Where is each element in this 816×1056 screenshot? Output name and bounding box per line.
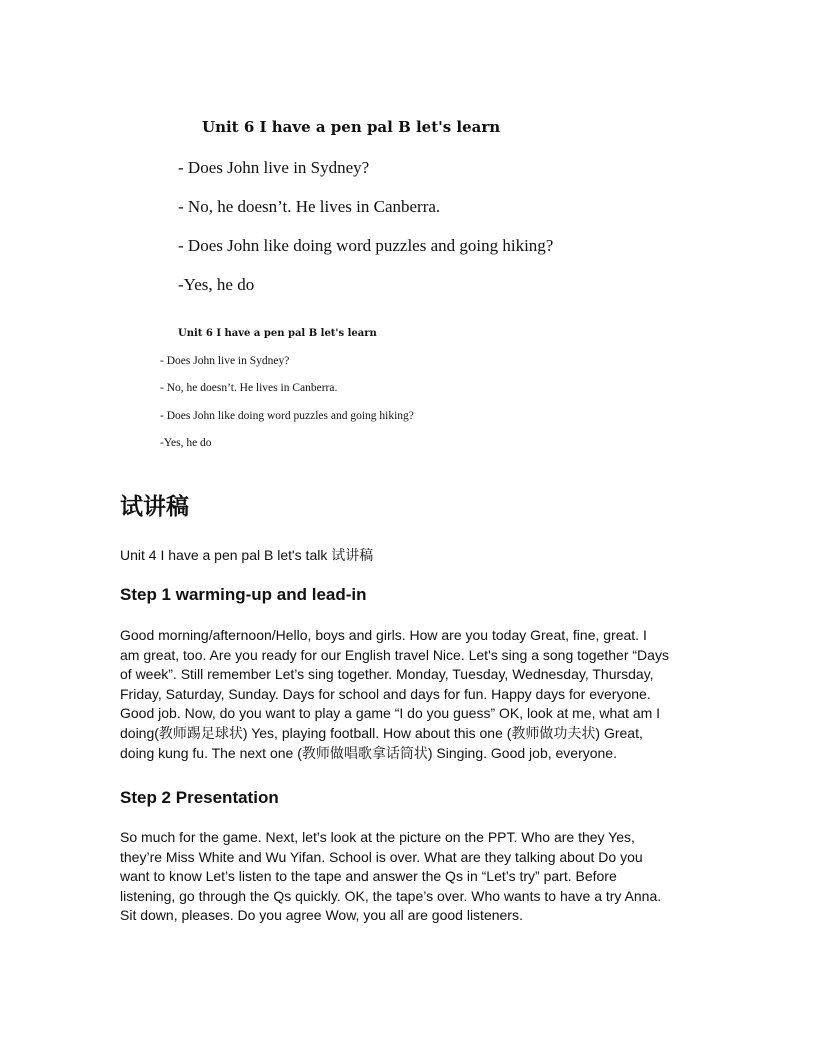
step2-paragraph	[120, 828, 700, 926]
image-large-line-3: - Does John like doing word puzzles and going hiking?	[178, 236, 554, 255]
image-small-line-2: - No, he doesn’t. He lives in Canberra.	[160, 382, 338, 394]
paragraph-line: So much for the game. Next, let’s look at the picture on the PPT. Who are they Yes,	[120, 829, 635, 845]
paragraph-line: listening, go through the Qs quickly. OK, the tape’s over. Who wants to have a try Anna.	[120, 887, 662, 904]
paragraph-line: doing kung fu. The next one (教师做唱歌拿话筒状) Singing. Good job, everyone.	[120, 744, 617, 761]
paragraph-line: Good morning/afternoon/Hello, boys and girls. How are you today Great, fine, great. I	[120, 627, 647, 643]
image-small-line-4: -Yes, he do	[160, 437, 212, 449]
paragraph-line: am great, too. Are you ready for our English travel Nice. Let's sing a song together “Days	[120, 646, 669, 663]
document-subtitle: Unit 4 I have a pen pal B let's talk 试讲稿	[120, 547, 374, 563]
image-large-line-1: - Does John live in Sydney?	[178, 158, 370, 177]
image-small-line-3: - Does John like doing word puzzles and going hiking?	[160, 410, 414, 422]
step1-heading: Step 1 warming-up and lead-in	[120, 585, 367, 604]
paragraph-line: Sit down, pleases. Do you agree Wow, you all are good listeners.	[120, 907, 523, 924]
paragraph-line: doing(教师踢足球状) Yes, playing football. How about this one (教师做功夫状) Great,	[120, 724, 643, 741]
image-large-title: Unit 6 I have a pen pal B let's learn	[202, 118, 501, 136]
image-large-line-2: - No, he doesn’t. He lives in Canberra.	[178, 197, 441, 216]
image-small-line-1: - Does John live in Sydney?	[160, 355, 290, 367]
paragraph-line: Good job. Now, do you want to play a game “I do you guess” OK, look at me, what am I	[120, 705, 661, 722]
paragraph-line: Friday, Saturday, Sunday. Days for school and days for fun. Happy days for everyone.	[120, 685, 651, 702]
image-small-title: Unit 6 I have a pen pal B let's learn	[178, 328, 377, 339]
paragraph-line: they’re Miss White and Wu Yifan. School is over. What are they talking about Do you	[120, 848, 643, 865]
paragraph-line: want to know Let’s listen to the tape and answer the Qs in “Let’s try” part. Before	[120, 868, 617, 885]
document-heading: 试讲稿	[120, 494, 189, 520]
image-large-line-4: -Yes, he do	[178, 275, 255, 294]
step1-paragraph	[120, 626, 700, 763]
step2-heading: Step 2 Presentation	[120, 788, 279, 807]
paragraph-line: of week”. Still remember Let’s sing together. Monday, Tuesday, Wednesday, Thursday,	[120, 666, 654, 683]
